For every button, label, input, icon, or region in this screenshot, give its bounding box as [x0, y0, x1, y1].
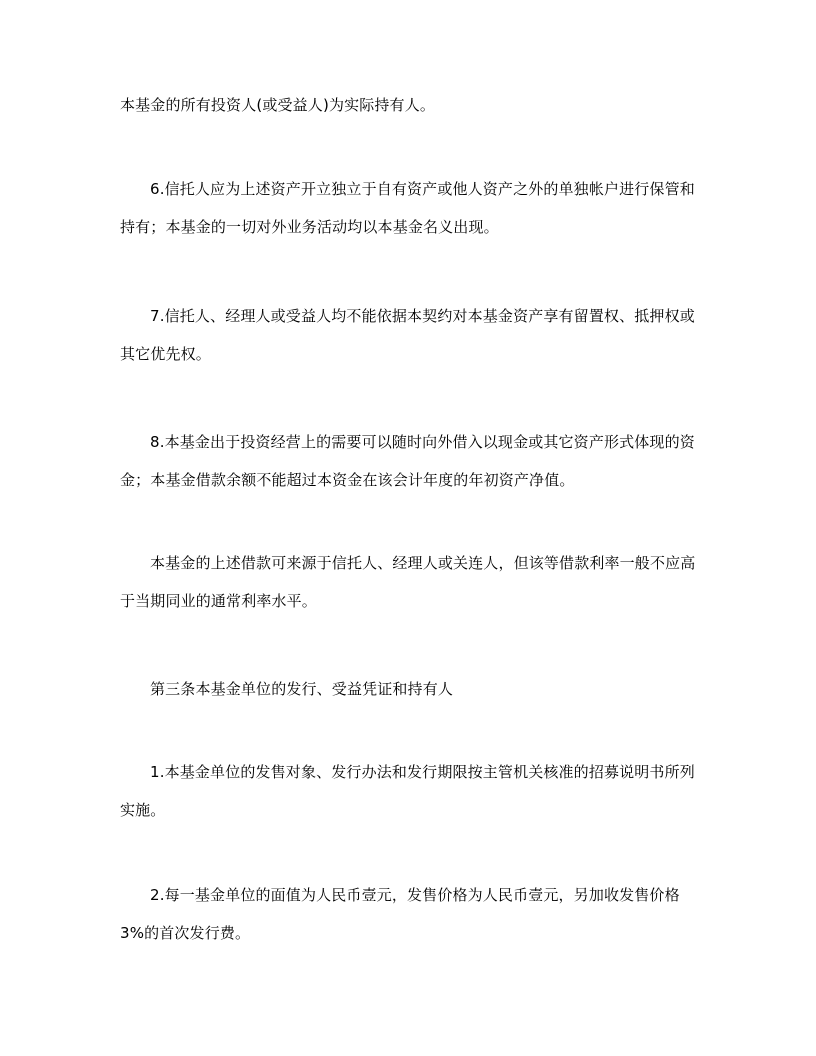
paragraph-borrowing: 本基金的上述借款可来源于信托人、经理人或关连人，但该等借款利率一般不应高于当期同业的通常利率水平。 [120, 554, 696, 610]
paragraph-holders: 本基金的所有投资人(或受益人)为实际持有人。 [120, 96, 436, 114]
section-heading-article-3: 第三条本基金单位的发行、受益凭证和持有人 [150, 680, 454, 698]
paragraph-clause-8: 8.本基金出于投资经营上的需要可以随时向外借入以现金或其它资产形式体现的资金；本基金借款余额不能超过本资金在该会计年度的年初资产净值。 [120, 433, 695, 489]
paragraph-clause-6: 6.信托人应为上述资产开立独立于自有资产或他人资产之外的单独帐户进行保管和持有；本基金的一切对外业务活动均以本基金名义出现。 [120, 180, 695, 236]
paragraph-clause-2: 2.每一基金单位的面值为人民币壹元，发售价格为人民币壹元，另加收发售价格3%的首次发行费。 [120, 886, 680, 942]
paragraph-clause-1: 1.本基金单位的发售对象、发行办法和发行期限按主管机关核准的招募说明书所列实施。 [120, 763, 695, 819]
paragraph-clause-7: 7.信托人、经理人或受益人均不能依据本契约对本基金资产享有留置权、抵押权或其它优先权。 [120, 307, 695, 363]
